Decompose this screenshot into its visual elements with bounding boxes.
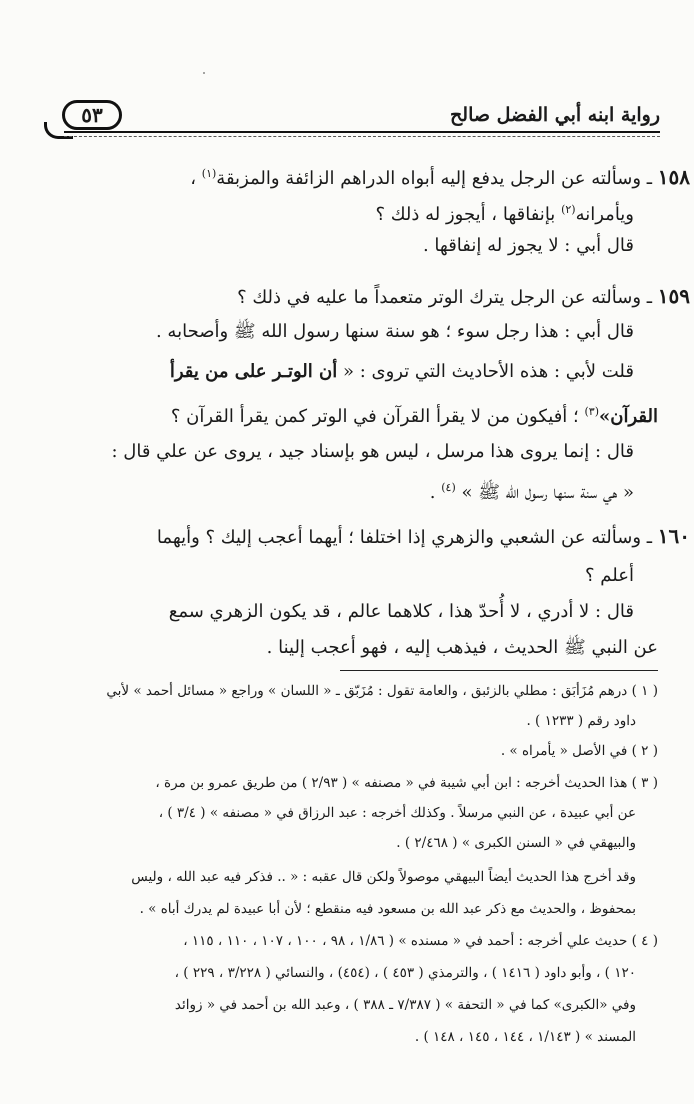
- footnote-line: ( ٢ ) في الأصل « يأمراه » .: [500, 743, 658, 759]
- entry-159-line-5: [111, 438, 634, 466]
- entry-text: عن النبي ﷺ الحديث ، فيذهب إليه ، فهو أعجب إلينا .: [266, 637, 658, 658]
- entry-text: ؛ أفيكون من لا يقرأ القرآن في الوتر كمن يقرأ القرآن ؟: [170, 406, 579, 427]
- entry-text: قلت لأبي : هذه الأحاديث التي تروى : «: [342, 361, 634, 382]
- entry-text: ،: [190, 168, 197, 189]
- header-rule-dashed: [64, 136, 660, 137]
- entry-text: ـ وسألته عن الرجل يدفع إليه أبواه الدراهم الزائفة والمزبقة: [216, 168, 653, 189]
- footnote-rule: [340, 670, 658, 671]
- footnote-line: وقد أخرج هذا الحديث أيضاً البيهقي موصولاً ولكن قال عقبه : « .. فذكر فيه عبد الله ، وليس: [131, 869, 636, 885]
- entry-number: ١٥٩: [657, 284, 690, 308]
- entry-number: ١٦٠: [657, 524, 690, 548]
- footnote-line: بمحفوظ ، والحديث مع ذكر عبد الله بن مسعود فيه منقطع ؛ لأن أبا عبيدة لم يدرك أباه » .: [139, 901, 636, 917]
- running-title: رواية ابنه أبي الفضل صالح: [450, 104, 660, 126]
- page-number: ٥٣: [62, 100, 122, 130]
- footnote-line: ( ٤ ) حديث علي أخرجه : أحمد في « مسنده » ( ١/٨٦ ، ٩٨ ، ١٠٠ ، ١٠٧ ، ١١٠ ، ١١٥ ،: [183, 933, 658, 949]
- footnote-line: المسند » ( ١/١٤٣ ، ١٤٤ ، ١٤٥ ، ١٤٨ ) .: [414, 1029, 636, 1045]
- footnote-ref[interactable]: (٢): [561, 203, 576, 216]
- footnote-line: وفي «الكبرى» كما في « التحفة » ( ٧/٣٨٧ ـ ٣٨٨ ) ، وعبد الله بن أحمد في « زوائد: [174, 997, 636, 1013]
- footnote-line: ( ١ ) درهم مُزَأبَق : مطلي بالزئبق ، والعامة تقول : مُزَبّق ـ « اللسان » وراجع « مسائل أحمد » لأبي: [106, 683, 658, 699]
- entry-159-line-6: [430, 474, 634, 502]
- footnote-line: عن أبي عبيدة ، عن النبي مرسلاً . وكذلك أخرجه : عبد الرزاق في « مصنفه » ( ٣/٤ ) ،: [158, 805, 636, 821]
- entry-text: قال أبي : هذا رجل سوء ؛ هو سنة سنها رسول الله ﷺ وأصحابه .: [155, 321, 634, 342]
- entry-160-line-1: [157, 522, 690, 550]
- entry-number: ١٥٨: [657, 165, 690, 189]
- entry-159-line-3: [170, 358, 634, 386]
- entry-158-line-2: [375, 196, 634, 224]
- entry-160-line-3: [169, 598, 634, 626]
- entry-text: قال : لا أدري ، لا أُحدّ هذا ، كلاهما عالم ، قد يكون الزهري سمع: [168, 601, 634, 622]
- entry-text: ـ وسألته عن الرجل يترك الوتر متعمداً ما عليه في ذلك ؟: [237, 287, 653, 308]
- entry-text: .: [429, 482, 436, 503]
- hadith-quote-bold: القرآن»: [599, 406, 658, 427]
- speck-mark: [203, 72, 205, 74]
- footnote-line: ( ٣ ) هذا الحديث أخرجه : ابن أبي شيبة في « مصنفه » ( ٢/٩٣ ) من طريق عمرو بن مرة ،: [155, 775, 658, 791]
- footnote-ref[interactable]: (٣): [584, 405, 599, 418]
- footnote-line: والبيهقي في « السنن الكبرى » ( ٢/٤٦٨ ) .: [396, 835, 636, 851]
- entry-159-line-1: [237, 282, 690, 310]
- entry-160-line-4: [267, 634, 658, 662]
- entry-text: « هي سنة سنها رسول الله ﷺ »: [461, 482, 634, 503]
- entry-158-line-3: [423, 232, 634, 260]
- entry-159-line-4: [171, 398, 658, 426]
- footnote-line: داود رقم ( ١٢٣٣ ) .: [526, 713, 636, 729]
- entry-text: ويأمرانه: [575, 204, 634, 225]
- entry-text: ـ وسألته عن الشعبي والزهري إذا اختلفا ؛ أيهما أعجب إليك ؟ وأيهما: [156, 527, 653, 548]
- entry-158-line-1: [190, 160, 690, 188]
- footnote-ref[interactable]: (٤): [441, 481, 456, 494]
- entry-160-line-2: [585, 562, 634, 590]
- entry-text: قال أبي : لا يجوز له إنفاقها .: [422, 235, 634, 256]
- header-rule: [64, 131, 660, 133]
- entry-text: أعلم ؟: [585, 565, 634, 586]
- entry-159-line-2: [156, 318, 634, 346]
- footnote-line: ١٢٠ ) ، وأبو داود ( ١٤١٦ ) ، والترمذي ( ٤٥٣ ) ، (٤٥٤) ، والنسائي ( ٣/٢٢٨ ، ٢٢٩ ) ،: [174, 965, 636, 981]
- hadith-quote-bold: أن الوتـر على من يقرأ: [169, 361, 338, 382]
- entry-text: بإنفاقها ، أيجوز له ذلك ؟: [375, 204, 556, 225]
- footnote-ref[interactable]: (١): [201, 167, 217, 180]
- entry-text: قال : إنما يروى هذا مرسل ، ليس هو بإسناد جيد ، يروى عن علي قال :: [111, 441, 634, 462]
